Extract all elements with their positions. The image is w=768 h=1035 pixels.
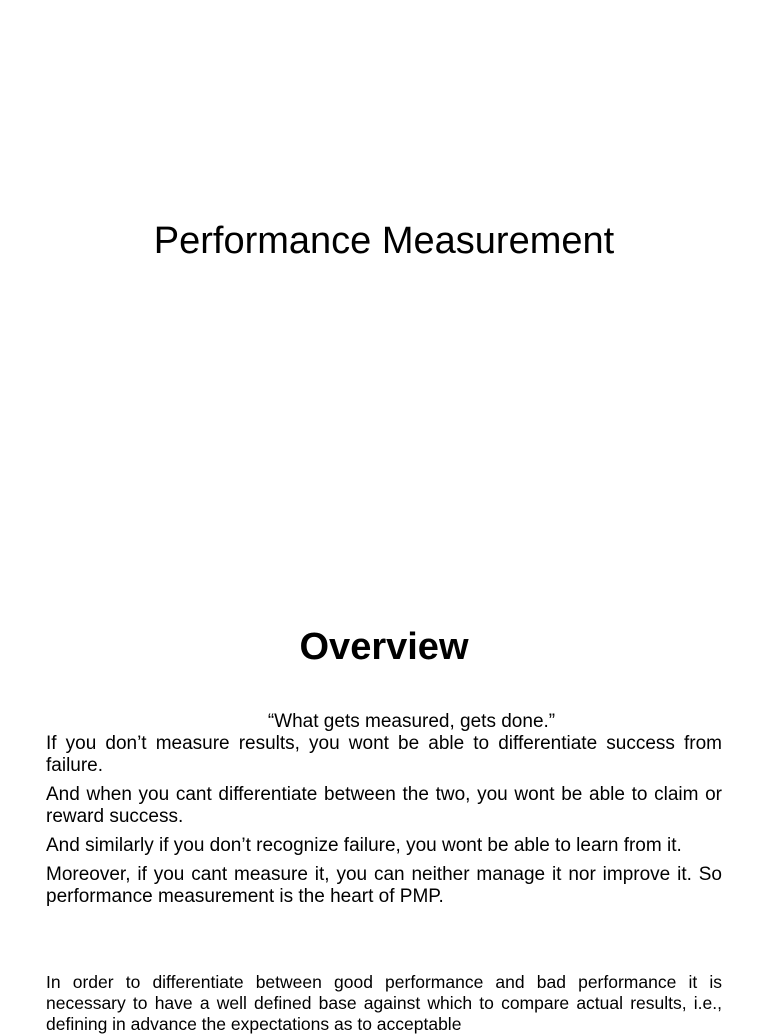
body-paragraph: And when you cant differentiate between the two, you wont be able to claim or reward success. [46, 784, 722, 827]
extra-paragraph: In order to differentiate between good performance and bad performance it is necessary to have a well defined base against which to compare actual results, i.e., defining in advance the expectations as to acceptable [46, 972, 722, 1034]
slide-title: Performance Measurement [153, 220, 615, 262]
overview-slide [0, 576, 768, 1034]
body-paragraph: If you don’t measure results, you wont be able to differentiate success from failure. [46, 733, 722, 776]
body-paragraph: And similarly if you don’t recognize failure, you wont be able to learn from it. [46, 835, 682, 856]
overview-heading: Overview [299, 626, 469, 668]
overview-body [46, 711, 722, 908]
quote-text: “What gets measured, gets done.” [267, 711, 556, 732]
body-paragraph: Moreover, if you cant measure it, you can neither manage it nor improve it. So performance measurement is the heart of PMP. [46, 864, 722, 907]
